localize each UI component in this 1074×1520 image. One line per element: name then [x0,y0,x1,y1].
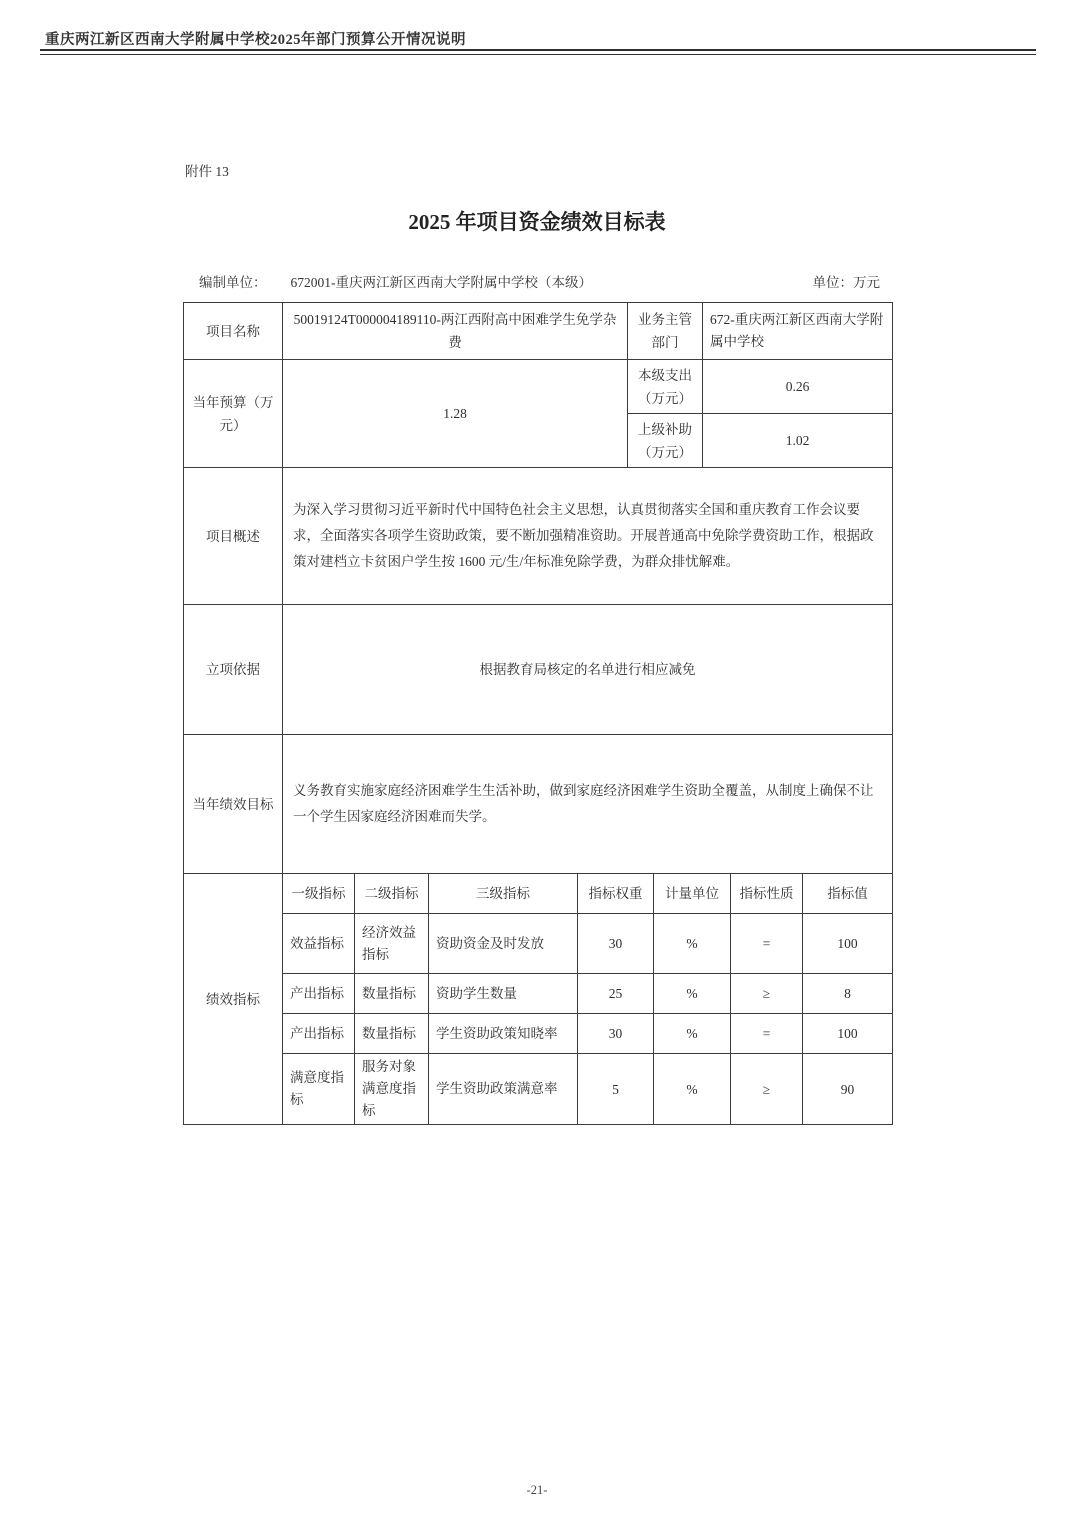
indicator-nature: ≥ [731,1054,803,1125]
indicator-nature: = [731,914,803,974]
indicator-unit: % [654,974,731,1014]
indicator-level1: 效益指标 [283,914,355,974]
budget-label: 当年预算（万元） [184,360,283,468]
table-row [184,303,893,360]
indicator-unit: % [654,1054,731,1125]
indicator-level2: 经济效益指标 [355,914,429,974]
page-number: -21- [526,1483,548,1497]
table-row [184,974,893,1014]
project-name-value: 50019124T000004189110-两江西附高中困难学生免学杂费 [283,303,628,360]
table-row [184,735,893,874]
indicator-value: 8 [803,974,893,1014]
indicator-weight: 5 [578,1054,654,1125]
indicator-level3: 学生资助政策满意率 [429,1054,578,1125]
basis-value: 根据教育局核定的名单进行相应减免 [283,605,893,735]
indicator-header: 指标权重 [578,874,654,914]
unit-label: 单位：万元 [812,275,880,290]
prepared-by-row [183,271,892,291]
performance-target-table [183,302,892,1125]
table-row [184,914,893,974]
local-spend-label: 本级支出（万元） [628,360,703,414]
dept-label: 业务主管部门 [628,303,703,360]
table-row [184,605,893,735]
indicator-level2: 服务对象满意度指标 [355,1054,429,1125]
local-spend-value: 0.26 [703,360,893,414]
basis-label: 立项依据 [184,605,283,735]
indicator-level2: 数量指标 [355,974,429,1014]
table-row [184,468,893,605]
budget-value: 1.28 [283,360,628,468]
indicator-level3: 学生资助政策知晓率 [429,1014,578,1054]
indicator-header: 计量单位 [654,874,731,914]
goal-label: 当年绩效目标 [184,735,283,874]
indicator-level3: 资助学生数量 [429,974,578,1014]
table-row [184,1054,893,1125]
prepared-by-value: 672001-重庆两江新区西南大学附属中学校（本级） [290,275,592,290]
page-title: 2025 年项目资金绩效目标表 [408,210,666,234]
indicator-header: 三级指标 [429,874,578,914]
indicator-header: 指标值 [803,874,893,914]
subsidy-value: 1.02 [703,414,893,468]
prepared-by-label: 编制单位： [199,275,267,290]
indicator-header: 一级指标 [283,874,355,914]
project-info-table [183,302,893,874]
indicator-unit: % [654,914,731,974]
indicator-weight: 30 [578,914,654,974]
indicator-value: 100 [803,1014,893,1054]
dept-value: 672-重庆两江新区西南大学附属中学校 [703,303,893,360]
indicator-nature: ≥ [731,974,803,1014]
overview-label: 项目概述 [184,468,283,605]
indicator-level1: 产出指标 [283,974,355,1014]
indicator-nature: = [731,1014,803,1054]
overview-value: 为深入学习贯彻习近平新时代中国特色社会主义思想，认真贯彻落实全国和重庆教育工作会议要求，全面落实各项学生资助政策，要不断加强精准资助。开展普通高中免除学费资助工作，根据政策对建档立卡贫困户学生按 1600 元/生/年标准免除学费，为群众排忧解难。 [283,468,893,605]
attachment-label: 附件 13 [185,164,229,179]
subsidy-label: 上级补助（万元） [628,414,703,468]
indicators-label: 绩效指标 [184,874,283,1125]
indicator-value: 90 [803,1054,893,1125]
indicator-header: 指标性质 [731,874,803,914]
indicator-weight: 30 [578,1014,654,1054]
indicator-unit: % [654,1014,731,1054]
indicators-table [183,873,893,1125]
indicators-header-row [184,874,893,914]
document-header-title: 重庆两江新区西南大学附属中学校2025年部门预算公开情况说明 [45,32,466,48]
indicator-weight: 25 [578,974,654,1014]
indicator-level1: 产出指标 [283,1014,355,1054]
indicator-level2: 数量指标 [355,1014,429,1054]
indicator-level3: 资助资金及时发放 [429,914,578,974]
table-row [184,1014,893,1054]
header-divider [40,49,1036,55]
indicator-level1: 满意度指标 [283,1054,355,1125]
indicator-value: 100 [803,914,893,974]
goal-value: 义务教育实施家庭经济困难学生生活补助，做到家庭经济困难学生资助全覆盖，从制度上确保不让一个学生因家庭经济困难而失学。 [283,735,893,874]
indicator-header: 二级指标 [355,874,429,914]
table-row [184,360,893,414]
project-name-label: 项目名称 [184,303,283,360]
